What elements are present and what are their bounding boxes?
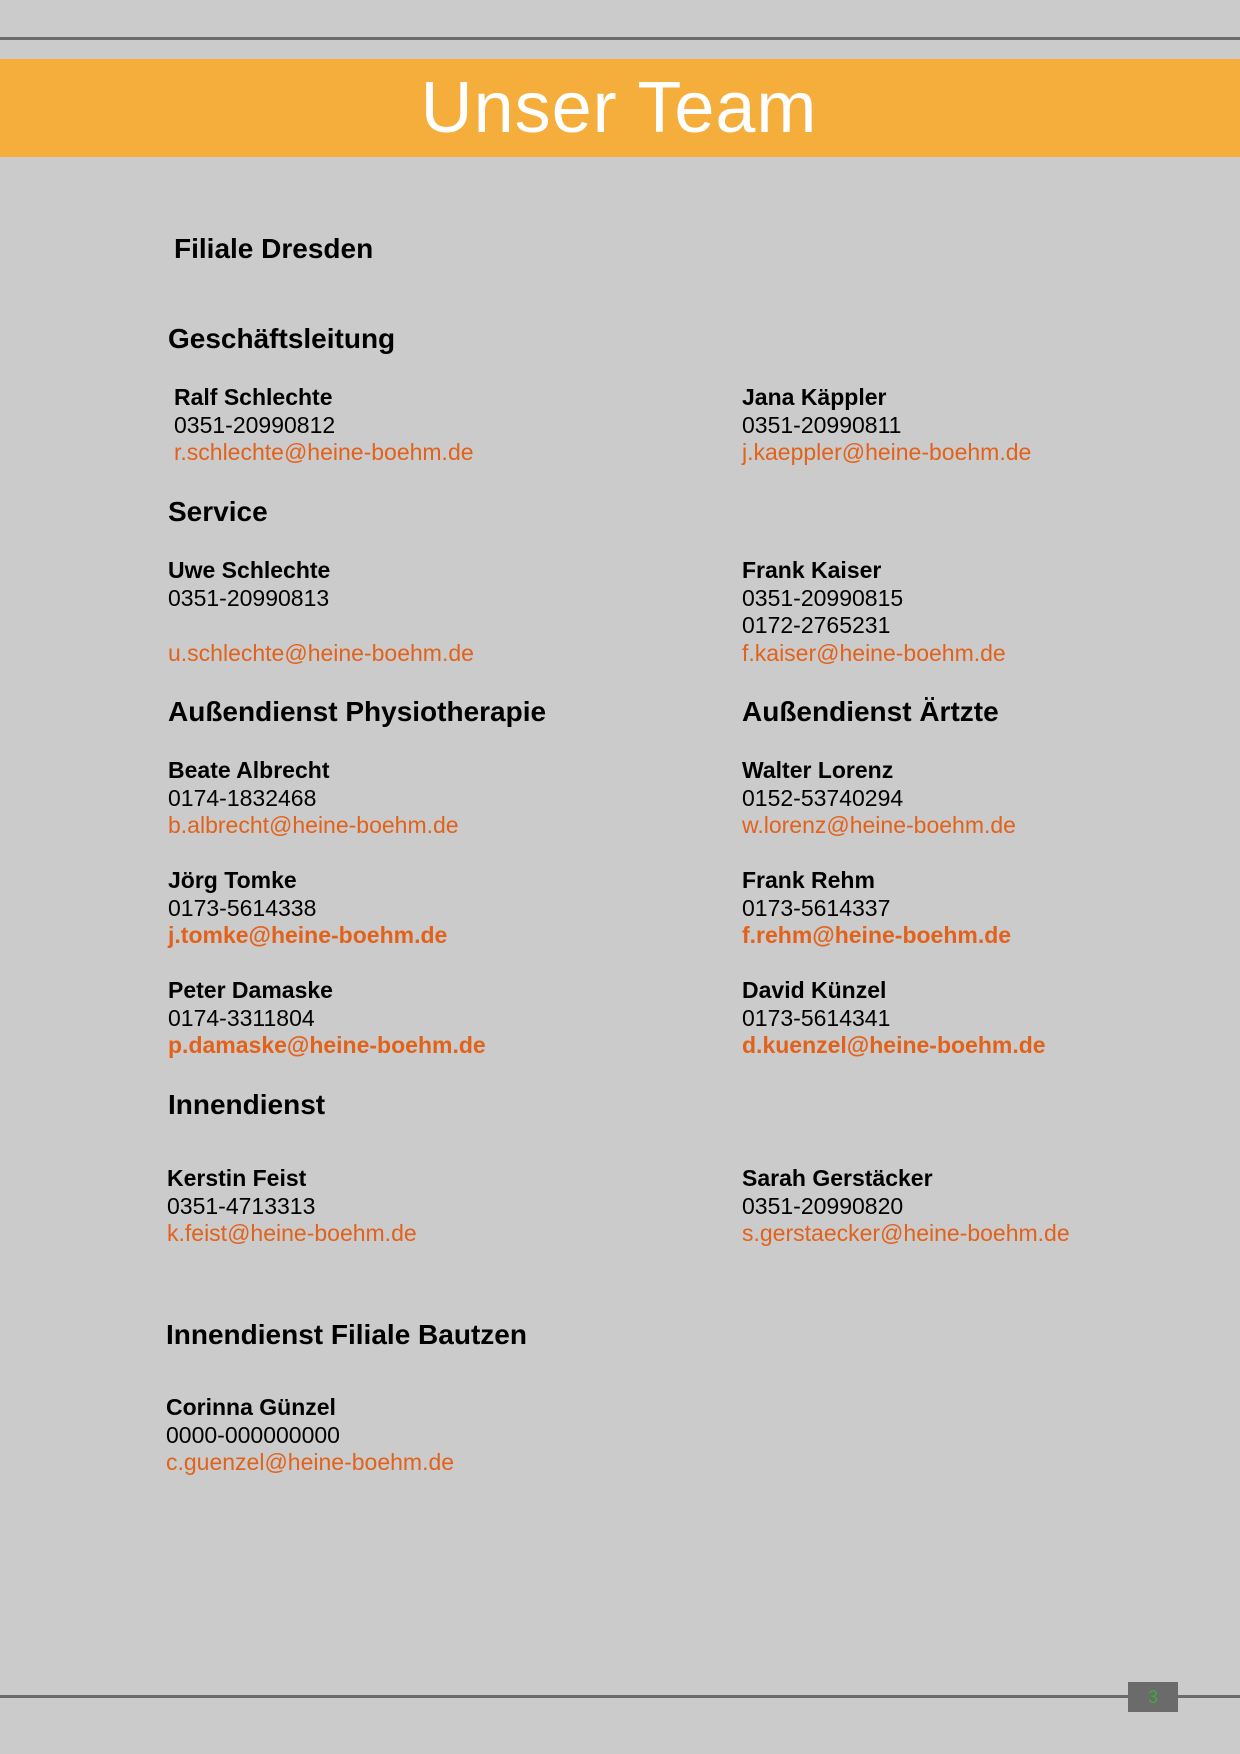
section-inside-bautzen: Innendienst Filiale Bautzen [166, 1319, 527, 1350]
contact-email[interactable]: b.albrecht@heine-boehm.de [168, 812, 459, 838]
contact-mobile: 0172-2765231 [742, 612, 891, 638]
contact-name: Frank Kaiser [742, 557, 882, 583]
contact-phone: 0351-4713313 [167, 1192, 316, 1219]
contact-card [168, 757, 459, 840]
contact-name: Jörg Tomke [168, 867, 297, 893]
contact-email[interactable]: k.feist@heine-boehm.de [167, 1220, 417, 1246]
contact-card [168, 977, 486, 1060]
contact-email[interactable]: s.gerstaecker@heine-boehm.de [742, 1220, 1070, 1246]
contact-card [742, 977, 1046, 1060]
contact-phone: 0173-5614341 [742, 1004, 891, 1031]
page-number: 3 [1128, 1682, 1178, 1712]
contact-phone: 0173-5614338 [168, 894, 317, 921]
contact-name: Jana Käppler [742, 384, 887, 410]
bottom-rule [0, 1695, 1240, 1698]
section-service: Service [168, 496, 268, 527]
contact-card [174, 384, 474, 467]
top-rule [0, 37, 1240, 40]
contact-name: Kerstin Feist [167, 1165, 307, 1191]
title-banner [0, 59, 1240, 157]
contact-email[interactable]: w.lorenz@heine-boehm.de [742, 812, 1016, 838]
section-field-physio: Außendienst Physiotherapie [168, 696, 547, 727]
contact-phone: 0351-20990815 [742, 584, 904, 611]
contact-name: Beate Albrecht [168, 757, 330, 783]
contact-email[interactable]: p.damaske@heine-boehm.de [168, 1032, 486, 1058]
contact-phone: 0351-20990820 [742, 1192, 904, 1219]
section-inside: Innendienst [168, 1089, 326, 1120]
contact-email[interactable]: f.kaiser@heine-boehm.de [742, 639, 1006, 666]
contact-phone: 0174-1832468 [168, 784, 317, 811]
contact-phone: 0173-5614337 [742, 894, 891, 921]
contact-name: Ralf Schlechte [174, 384, 333, 410]
contact-card [742, 557, 1006, 667]
contact-card [742, 757, 1016, 840]
contact-card [742, 867, 1011, 950]
contact-card [167, 1165, 417, 1248]
contact-phone: 0174-3311804 [168, 1004, 315, 1031]
section-field-doctors: Außendienst Ärtzte [742, 696, 999, 727]
contact-card [742, 384, 1031, 467]
contact-name: Corinna Günzel [166, 1394, 336, 1420]
contact-name: Walter Lorenz [742, 757, 894, 783]
contact-email[interactable]: d.kuenzel@heine-boehm.de [742, 1032, 1046, 1058]
contact-card [742, 1165, 1070, 1248]
contact-name: Frank Rehm [742, 867, 875, 893]
contact-phone: 0152-53740294 [742, 784, 904, 811]
contact-name: Sarah Gerstäcker [742, 1165, 933, 1191]
contact-card [166, 1394, 454, 1477]
contact-email[interactable]: f.rehm@heine-boehm.de [742, 922, 1012, 948]
contact-name: Peter Damaske [168, 977, 333, 1003]
contact-email[interactable]: u.schlechte@heine-boehm.de [168, 639, 474, 666]
contact-email[interactable]: c.guenzel@heine-boehm.de [166, 1449, 455, 1475]
contact-phone: 0351-20990811 [742, 411, 902, 438]
contact-card [168, 557, 474, 667]
contact-name: Uwe Schlechte [168, 557, 331, 583]
contact-phone: 0000-000000000 [166, 1421, 340, 1448]
contact-email[interactable]: j.kaeppler@heine-boehm.de [742, 439, 1032, 465]
page-title: Unser Team [420, 68, 818, 148]
spacer [168, 612, 474, 640]
contact-email[interactable]: j.tomke@heine-boehm.de [168, 922, 448, 948]
contact-phone: 0351-20990812 [174, 411, 336, 438]
contact-email[interactable]: r.schlechte@heine-boehm.de [174, 439, 474, 465]
section-management: Geschäftsleitung [168, 323, 396, 354]
contact-card [168, 867, 447, 950]
branch-title: Filiale Dresden [174, 233, 374, 264]
contact-phone: 0351-20990813 [168, 584, 330, 611]
contact-name: David Künzel [742, 977, 887, 1003]
